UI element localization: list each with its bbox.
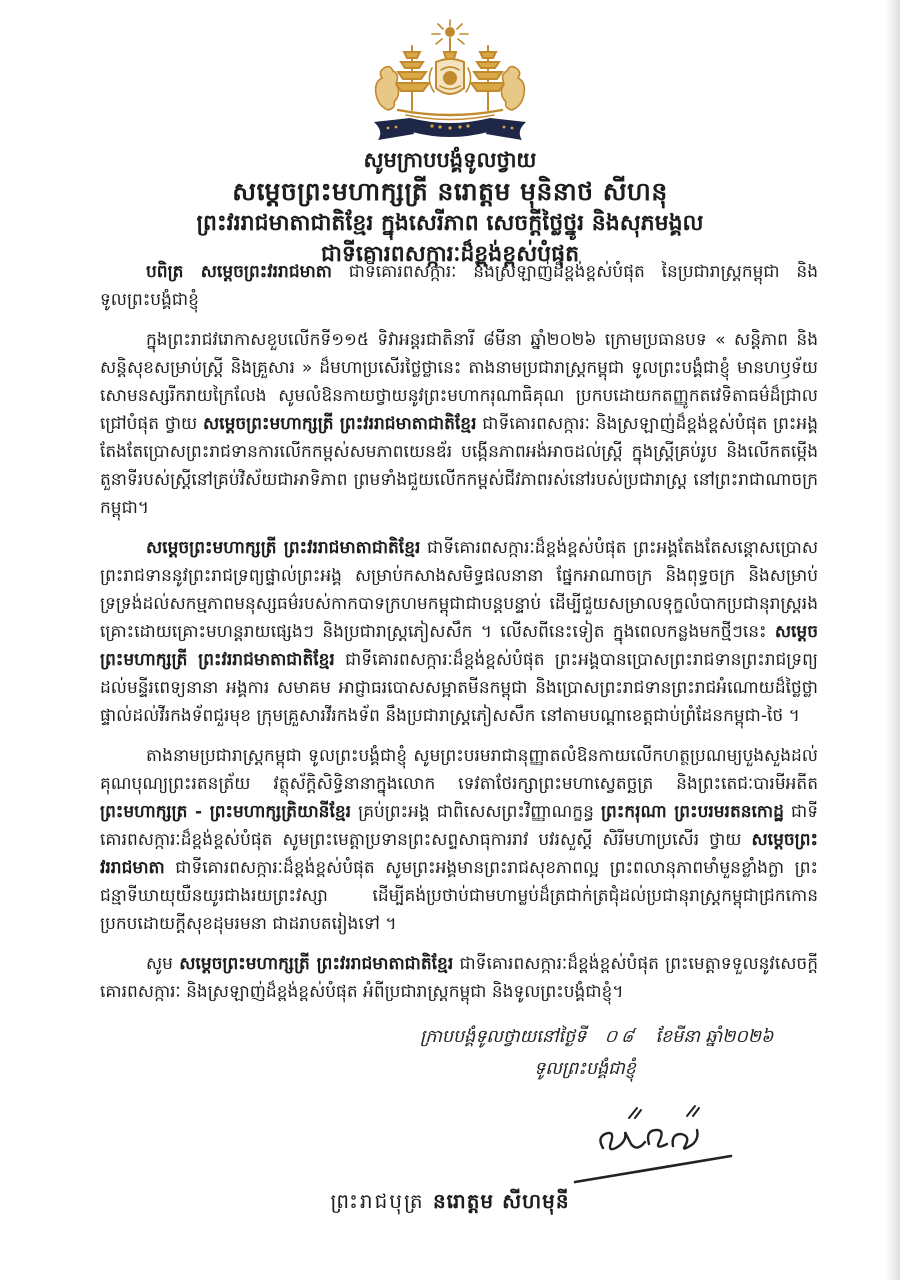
signoff-name: នរោត្តម សីហមុនី [432,1189,570,1213]
signoff-line [0,1188,900,1218]
letter-title-block [0,146,900,270]
royal-arms-of-cambodia-icon [340,18,560,142]
signature-container [545,1100,805,1200]
date-day-handwritten: ០៨ [603,1027,639,1047]
title-line-4: ជាទីគោរពសក្ការៈដ៏ខ្ពង់ខ្ពស់បំផុត [320,241,580,267]
paragraph-blessings: តាងនាមប្រជារាស្ត្រកម្ពុជា ទូលព្រះបង្គំជាខ្ញុំ សូមព្រះបរមរាជានុញ្ញាតលំឱនកាយលើកហត្ថប្រណម្យបួងសួងដល់គុណបុណ្យព្រះរតនត្រ័យ វត្ថុស័ក្តិសិទ្ធិនានាក្នុងលោក ទេវតាថែរក្សាព្រះមហាស្វេតច្ឆត្រ និងព្រះតេជៈបារមីអតីត ព្រះមហាក្សត្រ - ព្រះមហាក្សត្រិយានីខ្មែរ គ្រប់ព្រះអង្គ ជាពិសេសព្រះវិញ្ញាណក្ខន្ធ ព្រះករុណា ព្រះបរមរតនកោដ្ឋ ជាទីគោរពសក្ការៈដ៏ខ្ពង់ខ្ពស់បំផុត សូមព្រះមេត្តាប្រទានព្រះសព្ទសាធុការរាវ បវរសួស្តី សិរីមហាប្រសើរ ថ្វាយ សម្តេចព្រះវររាជមាតា ជាទីគោរពសក្ការៈដ៏ខ្ពង់ខ្ពស់បំផុត សូមព្រះអង្គមានព្រះរាជសុខភាពល្អ ព្រះពលានុភាពមាំមួនខ្លាំងក្លា ព្រះជន្មាទីឃាយុយឺនយូរជាងរយព្រះវស្សា ដើម្បីគង់ប្រថាប់ជាមហាម្លប់ដ៏ត្រជាក់ត្រជុំដល់ប្រជានុរាស្ត្រកម្ពុជាជ្រកកោន ប្រកបដោយក្តីសុខដុមរមនា ជាដរាបតរៀងទៅ ។ [100,746,818,934]
title-line-3: ព្រះវររាជមាតាជាតិខ្មែរ ក្នុងសេរីភាព សេចក្តីថ្លៃថ្នូរ និងសុភមង្គល [196,211,704,237]
paragraph-final-respect: សូម សម្តេចព្រះមហាក្សត្រី ព្រះវររាជមាតាជាតិខ្មែរ ជាទីគោរពសក្ការៈដ៏ខ្ពង់ខ្ពស់បំផុត ព្រះមេត្តាទទួលនូវសេចក្តីគោរពសក្ការៈ និងស្រឡាញ់ដ៏ខ្ពង់ខ្ពស់បំផុត អំពីប្រជារាស្ត្រកម្ពុជា និងទូលព្រះបង្គំជាខ្ញុំ។ [100,954,818,1002]
date-line [420,1022,840,1052]
paragraph-occasion: ក្នុងព្រះរាជវរោកាសខួបលើកទី១១៥ ទិវាអន្តរជាតិនារី ៨មីនា ឆ្នាំ២០២៦ ក្រោមប្រធានបទ « សន្តិភាព និងសន្តិសុខសម្រាប់ស្ត្រី និងគ្រួសារ » ដ៏មហាប្រសើរថ្លៃថ្លានេះ តាងនាមប្រជារាស្ត្រកម្ពុជា ទូលព្រះបង្គំជាខ្ញុំ មានហឫទ័យសោមនស្សរីករាយក្រៃលែង សូមលំឱនកាយថ្វាយនូវព្រះមហាករុណាធិគុណ ប្រកបដោយកតញ្ញូកតវេទិតាធម៌ដ៏ជ្រាលជ្រៅបំផុត ថ្វាយ សម្តេចព្រះមហាក្សត្រី ព្រះវររាជមាតាជាតិខ្មែរ ជាទីគោរពសក្ការៈ និងស្រឡាញ់ដ៏ខ្ពង់ខ្ពស់បំផុត ព្រះអង្គតែងតែប្រោសព្រះរាជទានការលើកកម្ពស់សមភាពយេនឌ័រ បង្កើនភាពអង់អាចដល់ស្ត្រី ក្នុងស្ត្រីគ្រប់រូប និងលើកតម្កើងតួនាទីរបស់ស្ត្រីនៅគ្រប់វិស័យជាអាទិភាព ព្រមទាំងជួយលើកកម្ពស់ជីវភាពរស់នៅរបស់ប្រជារាស្ត្រ នៅព្រះរាជាណាចក្រកម្ពុជា។ [100,330,818,518]
letter-body [100,258,818,1018]
crest-container [0,18,900,142]
title-line-1: សូមក្រាបបង្គំទូលថ្វាយ [363,148,537,172]
sender-line: ទូលព្រះបង្គំជាខ្ញុំ [534,1059,636,1079]
closing-block [420,1022,840,1084]
title-line-2: សម្តេចព្រះមហាក្សត្រី នរោត្តម មុនិនាថ សីហនុ [232,176,668,206]
date-prefix: ក្រាបបង្គំទូលថ្វាយនៅថ្ងៃទី [420,1027,587,1047]
crest-ribbon [374,118,526,140]
handwritten-signature [545,1100,805,1200]
paragraph-salutation: បពិត្រ សម្តេចព្រះវររាជមាតា ជាទីគោរពសក្ការៈ និងស្រឡាញ់ដ៏ខ្ពង់ខ្ពស់បំផុត នៃប្រជារាស្រ្តកម្ពុជា និងទូលព្រះបង្គំជាខ្ញុំ [100,262,818,310]
paragraph-royal-donations: សម្តេចព្រះមហាក្សត្រី ព្រះវររាជមាតាជាតិខ្មែរ ជាទីគោរពសក្ការៈដ៏ខ្ពង់ខ្ពស់បំផុត ព្រះអង្គតែងតែសន្តោសប្រោសព្រះរាជទាននូវព្រះរាជទ្រព្យផ្ទាល់ព្រះអង្គ សម្រាប់កសាងសមិទ្ធផលនានា ផ្នែកអាណាចក្រ និងពុទ្ធចក្រ និងសម្រាប់ទ្រទ្រង់ដល់សកម្មភាពមនុស្សធម៌របស់កាកបាទក្រហមកម្ពុជាជាបន្តបន្ទាប់ ដើម្បីជួយសម្រាលទុក្ខលំបាកប្រជានុរាស្ត្ររងគ្រោះដោយគ្រោះមហន្តរាយផ្សេងៗ និងប្រជារាស្ត្រភៀសសឹក ។ លើសពីនេះទៀត ក្នុងពេលកន្លងមកថ្មីៗនេះ សម្តេចព្រះមហាក្សត្រី ព្រះវររាជមាតាជាតិខ្មែរ ជាទីគោរពសក្ការៈដ៏ខ្ពង់ខ្ពស់បំផុត ព្រះអង្គបានប្រោសព្រះរាជទានព្រះរាជទ្រព្យដល់មន្ទីរពេទ្យនានា អង្គការ សមាគម អាជ្ញាធរបោសសម្អាតមីនកម្ពុជា និងប្រោសព្រះរាជទានព្រះរាជអំណោយដ៏ថ្លៃថ្លាផ្ទាល់ដល់វីរកងទ័ពជួរមុខ ក្រុមគ្រួសារវីរកងទ័ព នឹងប្រជារាស្ត្រភៀសសឹក នៅតាមបណ្តាខេត្តជាប់ព្រំដែនកម្ពុជា-ថៃ ។ [100,538,819,726]
date-suffix: ខែមីនា ឆ្នាំ២០២៦ [655,1027,774,1047]
signoff-prefix: ព្រះរាជបុត្រ [330,1189,433,1213]
